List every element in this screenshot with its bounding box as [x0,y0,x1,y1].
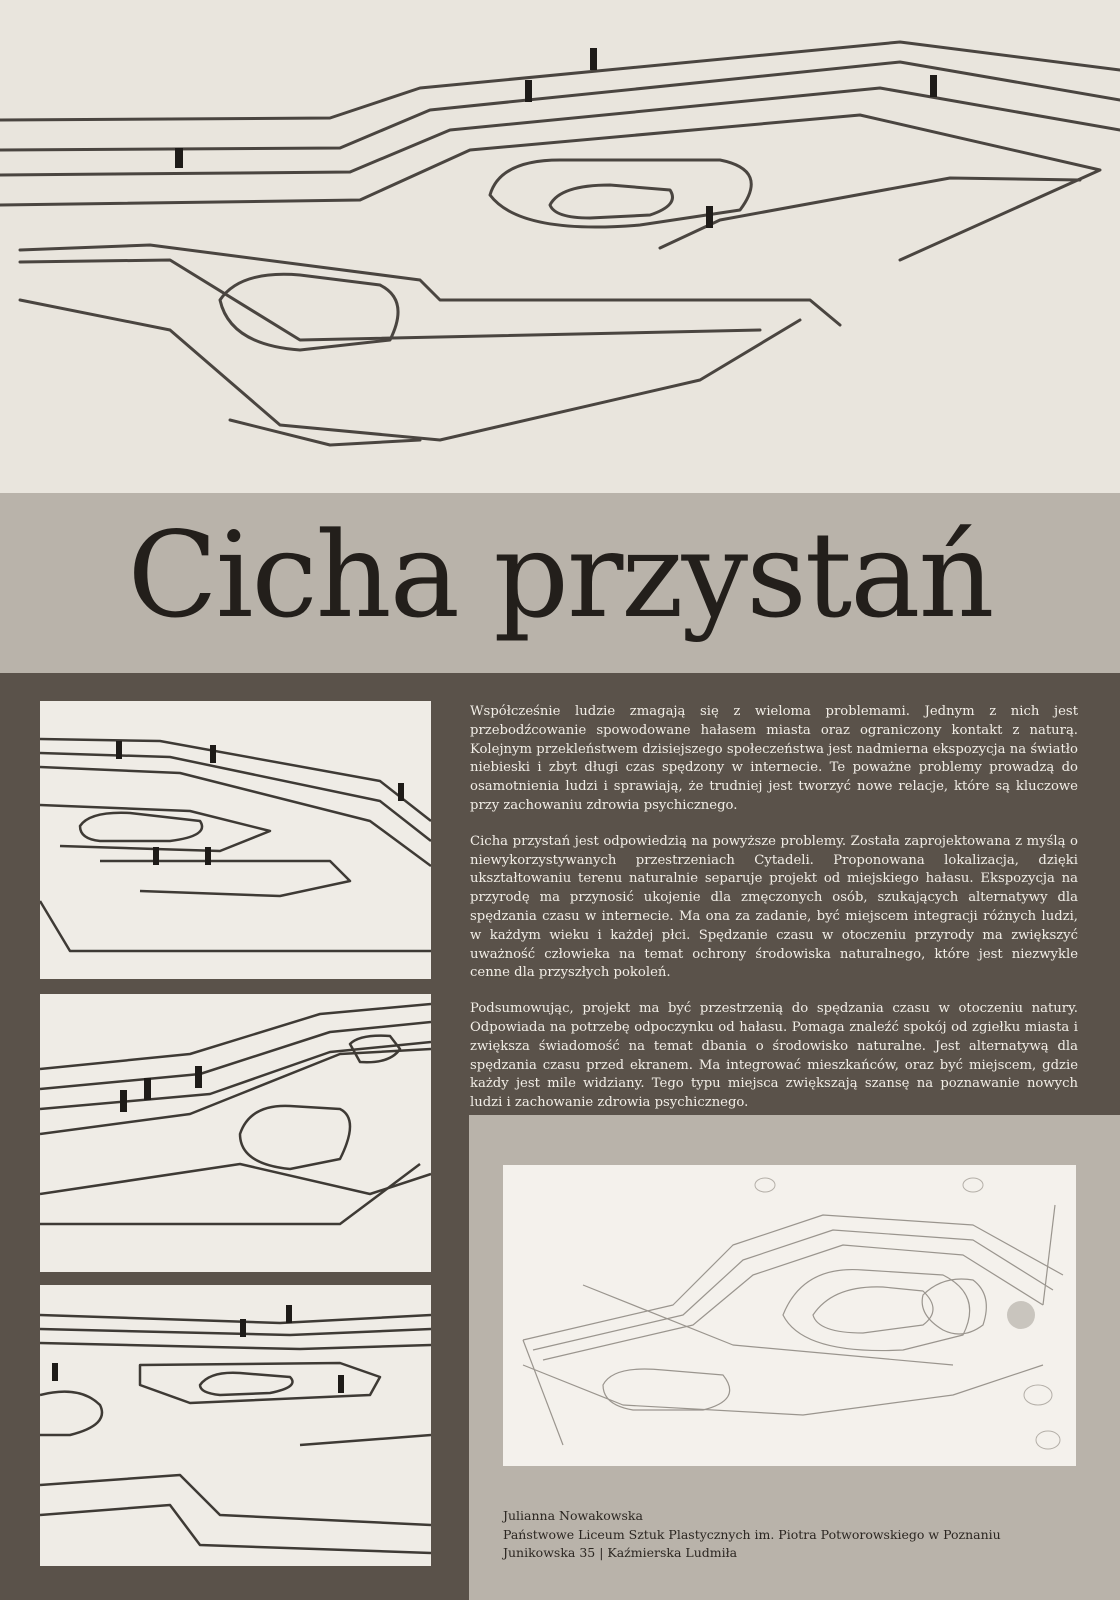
credits [503,1507,1001,1563]
model-photo-3 [40,1285,431,1566]
model-photo-2 [40,994,431,1272]
page-title: Cicha przystań [127,506,993,644]
model-photo-1 [40,701,431,979]
title-band [0,493,1120,673]
paragraph-3: Podsumowując, projekt ma być przestrzenią do spędzania czasu w otoczeniu natury. Odpowiada na potrzebę odpoczynku od hałasu. Pomaga znaleźć spokój od zgiełku miasta i zwiększa świadomość na temat dbania o środowisko naturalne. Jest alternatywą dla spędzania czasu przed ekranem. Ma integrować mieszkańców, oraz być miejscem, gdzie każdy jest mile widziany. Tego typu miejsca zwiększają szansę na poznawanie nowych ludzi i zachowanie zdrowia psychicznego. [470,1001,1078,1111]
description-text [470,703,1078,1130]
paragraph-1: Współcześnie ludzie zmagają się z wieloma problemami. Jednym z nich jest przebodźcowanie spowodowane hałasem miasta oraz ograniczony kontakt z naturą. Kolejnym przekleństwem dzisiejszego społeczeństwa jest nadmierna ekspozycja na światło niebieski i zbyt długi czas spędzony w internecie. Te poważne problemy prowadzą do osamotnienia ludzi i sprawiają, że trudniej jest tworzyć nowe relacje, które są kluczowe przy zachowaniu zdrowia psychicznego. [470,704,1078,813]
paragraph-2: Cicha przystań jest odpowiedzią na powyższe problemy. Została zaprojektowana z myślą o niewykorzystywanych przestrzeniach Cytadeli. Proponowana lokalizacja, dzięki ukształtowaniu terenu naturalnie separuje projekt od miejskiego hałasu. Ekspozycja na przyrodę ma przynosić ukojenie dla zmęczonych osób, szukających alternatywy dla spędzania czasu w internecie. Ma ona za zadanie, być miejscem integracji różnych ludzi, w każdym wieku i każdej płci. Spędzanie czasu w otoczeniu przyrody ma zwiększyć uważność człowieka na temat ochrony środowiska naturalnego, które jest niezwykle cenne dla przyszłych pokoleń. [470,833,1078,981]
school-name: Państwowe Liceum Sztuk Plastycznych im. Piotra Potworowskiego w Poznaniu [503,1526,1001,1542]
sketch-panel [469,1115,1120,1600]
author-name: Julianna Nowakowska [503,1508,643,1523]
address-teacher: Junikowska 35 | Kaźmierska Ludmiła [503,1545,738,1560]
pencil-sketch [503,1165,1076,1466]
hero-model-photo [0,0,1120,493]
